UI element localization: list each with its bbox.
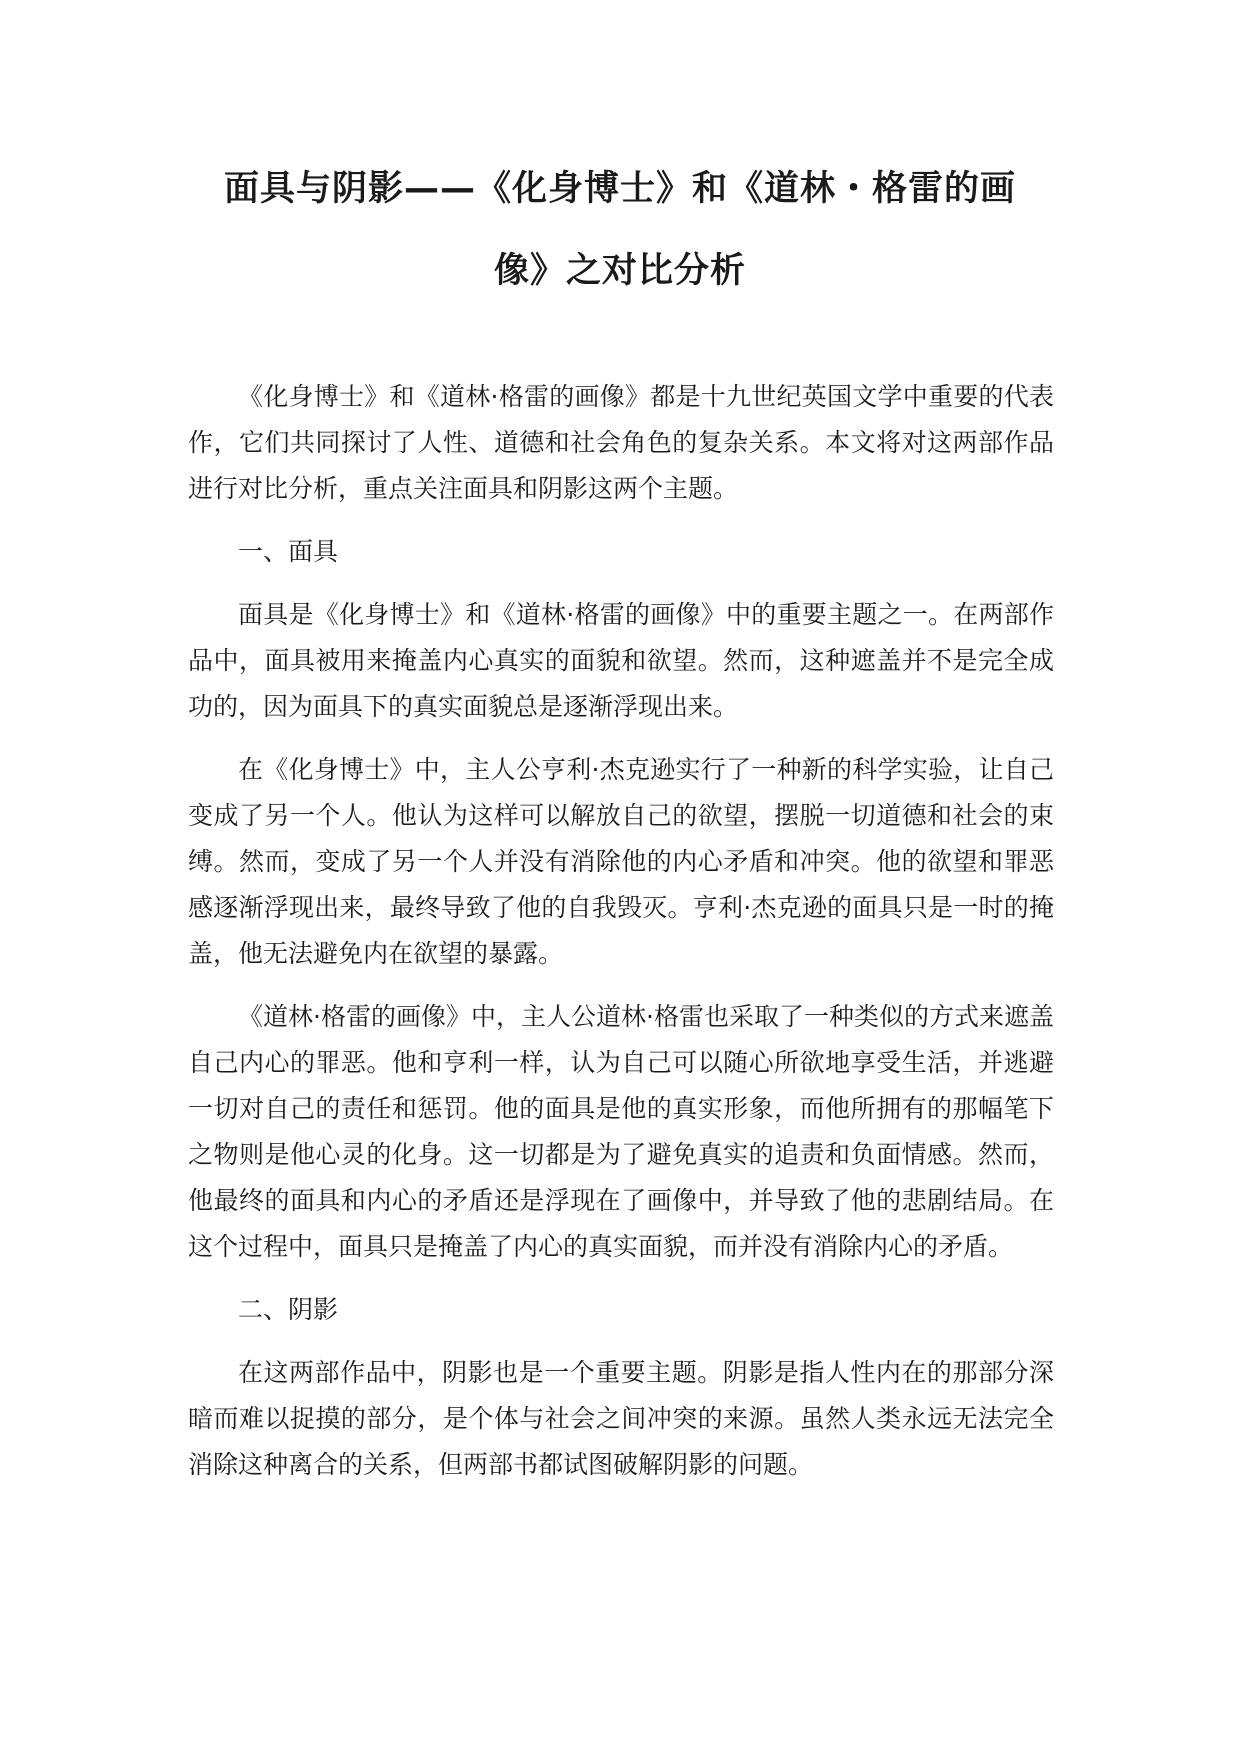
section-heading-shadow: 二、阴影 [238, 1295, 339, 1324]
mask-paragraph-2: 在《化身博士》中，主人公亨利·杰克逊实行了一种新的科学实验，让自己变成了另一个人。他认为这样可以解放自己的欲望，摆脱一切道德和社会的束缚。然而，变成了另一个人并没有消除他的内心矛盾和冲突。他的欲望和罪恶感逐渐浮现出来，最终导致了他的自我毁灭。亨利·杰克逊的面具只是一时的掩盖，他无法避免内在欲望的暴露。 [188, 755, 1054, 968]
title-line-2: 像》之对比分析 [493, 251, 746, 291]
section-heading-mask: 一、面具 [238, 537, 339, 566]
document-body [188, 374, 1054, 1505]
shadow-paragraph-1: 在这两部作品中，阴影也是一个重要主题。阴影是指人性内在的那部分深暗而难以捉摸的部分，是个体与社会之间冲突的来源。虽然人类永远无法完全消除这种离合的关系，但两部书都试图破解阴影的问题。 [188, 1358, 1054, 1479]
intro-paragraph: 《化身博士》和《道林·格雷的画像》都是十九世纪英国文学中重要的代表作，它们共同探讨了人性、道德和社会角色的复杂关系。本文将对这两部作品进行对比分析，重点关注面具和阴影这两个主题。 [188, 382, 1054, 503]
mask-paragraph-3: 《道林·格雷的画像》中，主人公道林·格雷也采取了一种类似的方式来遮盖自己内心的罪恶。他和亨利一样，认为自己可以随心所欲地享受生活，并逃避一切对自己的责任和惩罚。他的面具是他的真实形象，而他所拥有的那幅笔下之物则是他心灵的化身。这一切都是为了避免真实的追责和负面情感。然而，他最终的面具和内心的矛盾还是浮现在了画像中，并导致了他的悲剧结局。在这个过程中，面具只是掩盖了内心的真实面貌，而并没有消除内心的矛盾。 [188, 1002, 1054, 1261]
mask-paragraph-1: 面具是《化身博士》和《道林·格雷的画像》中的重要主题之一。在两部作品中，面具被用来掩盖内心真实的面貌和欲望。然而，这种遮盖并不是完全成功的，因为面具下的真实面貌总是逐渐浮现出来。 [188, 600, 1054, 721]
title-line-1: 面具与阴影——《化身博士》和《道林・格雷的画 [223, 169, 1016, 209]
document-title [185, 148, 1055, 312]
